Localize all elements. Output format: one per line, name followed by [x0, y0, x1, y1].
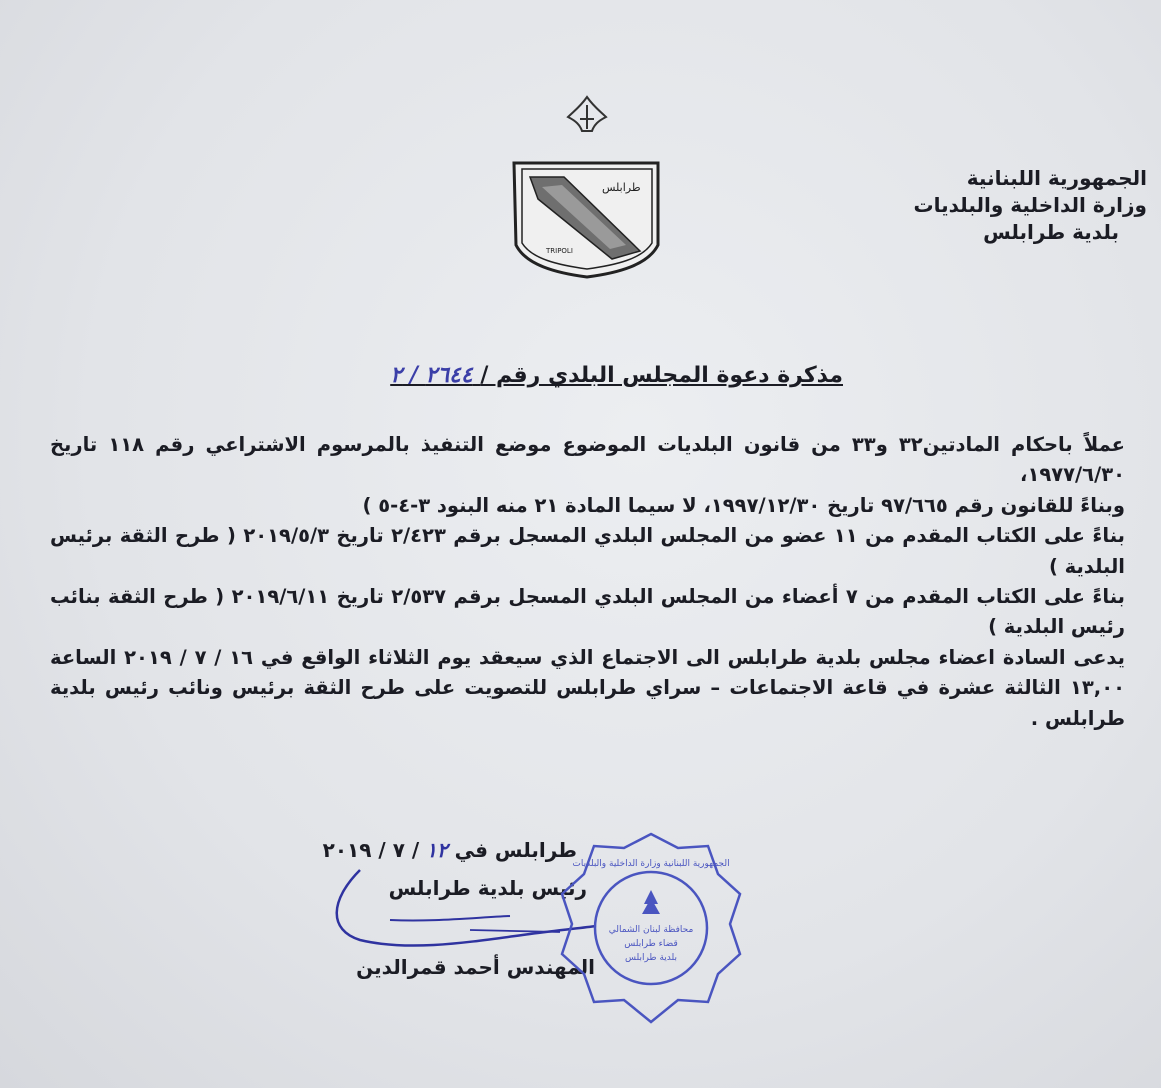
emblem-name-ar: طرابلس	[602, 181, 641, 194]
signature-title: رئيس بلدية طرابلس	[388, 876, 587, 900]
signature-day-handwritten: ١٢	[426, 838, 448, 862]
emblem-name-en: TRIPOLI	[546, 247, 573, 255]
memo-title-text: مذكرة دعوة المجلس البلدي رقم /	[480, 363, 843, 388]
body-paragraph-3: بناءً على الكتاب المقدم من ١١ عضو من المجلس البلدي المسجل برقم ٢/٤٢٣ تاريخ ٢٠١٩/٥/٣ ( طرح الثقة برئيس البلدية )	[50, 524, 1125, 578]
stamp-line-1: محافظة لبنان الشمالي	[608, 925, 694, 935]
header-municipality: بلدية طرابلس	[983, 220, 1119, 244]
signature-date-rest: / ٧ / ٢٠١٩	[322, 838, 420, 862]
body-paragraph-4: بناءً على الكتاب المقدم من ٧ أعضاء من المجلس البلدي المسجل برقم ٢/٥٣٧ تاريخ ٢٠١٩/٦/١١ ( طرح الثقة بنائب رئيس البلدية )	[50, 585, 1126, 639]
municipality-emblem-icon	[508, 95, 666, 290]
signature-name: المهندس أحمد قمرالدين	[356, 955, 595, 979]
stamp-line-2: قضاء طرابلس	[624, 939, 678, 949]
memo-number: ٢٦٤٤ / ٢	[390, 362, 473, 388]
header-ministry: وزارة الداخلية والبلديات	[913, 193, 1147, 217]
memo-body	[50, 430, 1125, 734]
body-paragraph-2: وبناءً للقانون رقم ٩٧/٦٦٥ تاريخ ١٩٩٧/١٢/٣٠، لا سيما المادة ٢١ منه البنود ٣-٤-٥ )	[362, 493, 1125, 517]
body-paragraph-5: يدعى السادة اعضاء مجلس بلدية طرابلس الى الاجتماع الذي سيعقد يوم الثلاثاء الواقع في ١٦ / ٧ / ٢٠١٩ الساعة ١٣,٠٠ الثالثة عشرة في قاعة الاجتماعات – سراي طرابلس للتصويت على طرح الثقة برئيس ونائب رئيس بلدية طرابلس .	[50, 645, 1125, 730]
document-header	[914, 165, 1148, 246]
signature-place-date	[323, 838, 577, 862]
header-republic: الجمهورية اللبنانية	[966, 166, 1147, 190]
stamp-line-3: بلدية طرابلس	[625, 953, 677, 963]
body-paragraph-1: عملاً باحكام المادتين٣٢ و٣٣ من قانون البلديات الموضوع موضع التنفيذ بالمرسوم الاشتراعي رقم ١١٨ تاريخ ١٩٧٧/٦/٣٠،	[50, 433, 1125, 487]
official-stamp-icon	[556, 828, 746, 1028]
stamp-outer-text: الجمهورية اللبنانية وزارة الداخلية والبلديات	[572, 859, 730, 869]
memo-title	[390, 362, 843, 388]
signature-place: طرابلس في	[454, 838, 577, 862]
